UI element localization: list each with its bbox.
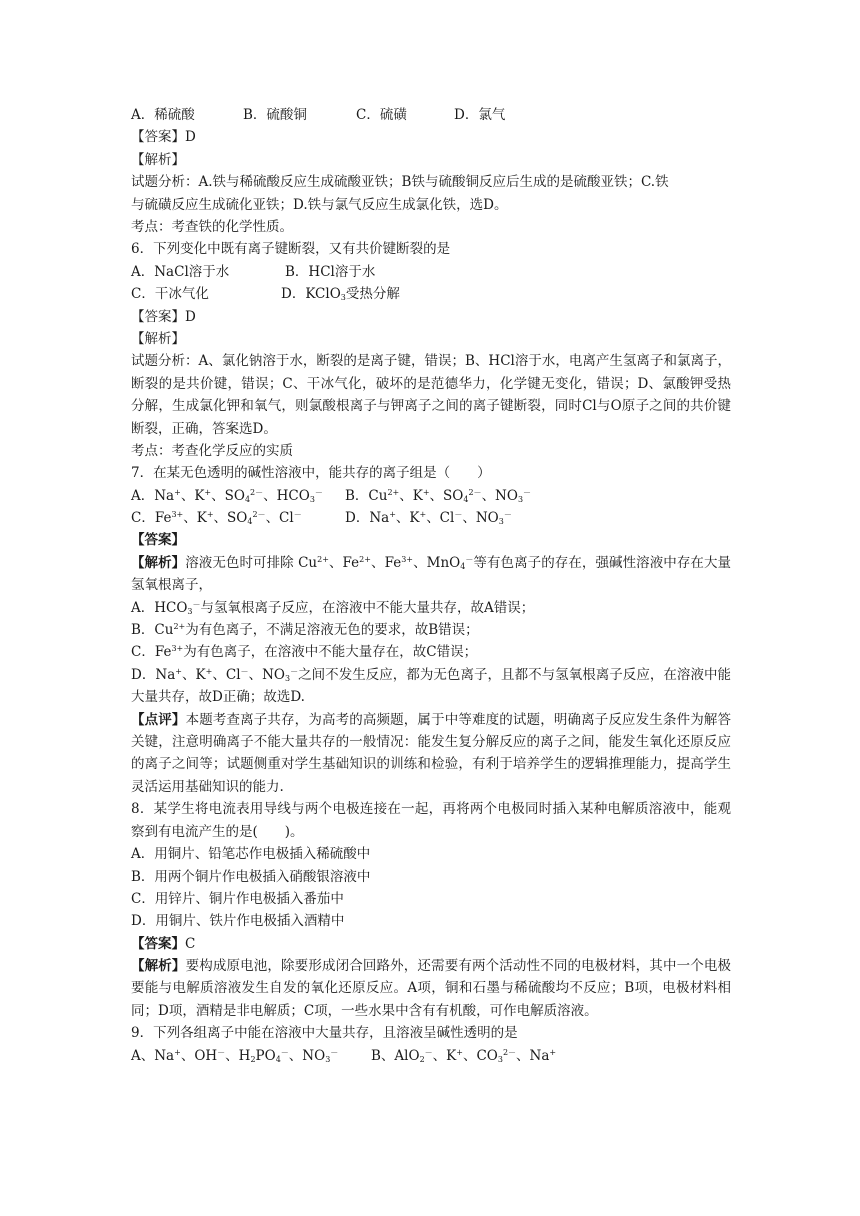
document-body: [131, 104, 731, 1067]
q6-option-d-text-tail: 受热分解: [345, 286, 400, 303]
q7-answer: 【答案】: [131, 532, 185, 549]
answer-value: D: [185, 308, 196, 325]
q6-option-c: C．干冰气化: [131, 286, 209, 303]
q5-kaodian: 考点：考查铁的化学性质。: [131, 218, 293, 235]
q5-option-a: A．稀硫酸: [131, 107, 195, 123]
q7-analysis-c-text: 为有色离子，在溶液中不能大量存在，故C错误；: [183, 644, 478, 661]
q5-option-c: C．硫磺: [356, 107, 407, 123]
q8-analysis-text: 要构成原电池，除要形成闭合回路外，还需要有两个活动性不同的电极材料，其中一个电极要能与电解质溶液发生自发的氧化还原反应。A项，铜和石墨与稀硫酸均不反应；B项，电极材料相同；D项，酒精是非电解质；C项，一些水果中含有有机酸，可作电解质溶液。: [131, 958, 732, 1019]
q5-answer: [131, 126, 731, 148]
q5-option-b: B．硫酸铜: [243, 107, 307, 123]
answer-label: 【答案】: [131, 308, 185, 325]
q6-option-d-subscript: 3: [340, 293, 346, 303]
q7-analysis-b: B．$Cu^{2+}$为有色离子，不满足溶液无色的要求，故B错误；: [131, 622, 479, 639]
q5-options: [131, 104, 731, 126]
q8-option-d: D．用铜片、铁片作电极插入酒精中: [131, 913, 345, 930]
q7-analysis-d-text: 之间不发生反应，都为无色离子，且都不与氢氧根离子反应，在溶液中能大量共存，故D正确；故选D.: [131, 666, 732, 706]
q7-analysis-a-text: 与氢氧根离子反应，在溶液中不能大量共存，故A错误；: [200, 599, 535, 616]
answer-value: C: [185, 935, 196, 952]
q7-option-d: D．Na+、K+、Cl－、$NO_3^-$: [345, 510, 512, 527]
q6-stem: 6．下列变化中既有离子键断裂，又有共价键断裂的是: [131, 241, 451, 258]
q7-dianping-text: 本题考查离子共存，为高考的高频题，属于中等难度的试题，明确离子反应发生条件为解答关键，注意明确离子不能大量共存的一般情况：能发生复分解反应的离子之间，能发生氧化还原反应的离子之间等；试题侧重对学生基础知识的训练和检验，有利于培养学生的逻辑推理能力，提高学生灵活运用基础知识的能力.: [131, 711, 732, 795]
q7-option-a: A．Na+、K+、$SO_4^{2-}$、$HCO_3^-$: [131, 487, 323, 504]
q6-option-d: [281, 283, 400, 305]
q7-options-row-1: [131, 485, 731, 507]
q7-option-c: C．$Fe^{3+}$、K+、$SO_4^{2-}$、Cl－: [131, 510, 302, 527]
q7-options-row-2: [131, 507, 731, 529]
q7-jiexi: 【解析】溶液无色时可排除 $Cu^{2+}$、$Fe^{2+}$、$Fe^{3+}$、MnO$_4$－等有色离子的存在，强碱性溶液中存在大量氢氧根离子，: [131, 554, 731, 594]
q8-option-a: A．用铜片、铅笔芯作电极插入稀硫酸中: [131, 846, 371, 863]
q8-jiexi: [131, 955, 731, 1022]
q7-dianping: [131, 709, 731, 799]
q8-option-b: B．用两个铜片作电极插入硝酸银溶液中: [131, 868, 371, 885]
q7-jiexi-text: 溶液无色时可排除 Cu: [185, 554, 318, 571]
q7-analysis-c: C．$Fe^{3+}$为有色离子，在溶液中不能大量存在，故C错误；: [131, 644, 478, 661]
q5-analysis-line-2: 与硫磺反应生成硫化亚铁；D.铁与氯气反应生成氯化铁，选D。: [131, 196, 508, 213]
q5-option-d: D．氯气: [454, 107, 506, 123]
q6-analysis: 试题分析：A、氯化钠溶于水，断裂的是离子键，错误；B、HCl溶于水，电离产生氢离子和氯离子，断裂的是共价键，错误；C、干冰气化，破坏的是范德华力，化学键无变化，错误；D、氯酸钾受热分解，生成氯化钾和氧气，则氯酸根离子与钾离子之间的离子键断裂，同时Cl与O原子之间的共价键断裂，正确，答案选D。: [131, 353, 731, 437]
q8-option-c: C．用锌片、铜片作电极插入番茄中: [131, 890, 344, 907]
q9-option-b: B、AlO$_2$－、K+、$CO_3^{2-}$、Na+: [371, 1047, 557, 1064]
q9-stem: 9．下列各组离子中能在溶液中大量共存，且溶液呈碱性透明的是: [131, 1025, 518, 1042]
q7-analysis-b-text: 为有色离子，不满足溶液无色的要求，故B错误；: [185, 622, 479, 639]
q7-stem: 7．在某无色透明的碱性溶液中，能共存的离子组是（ ）: [131, 465, 491, 482]
q7-option-b: B．$Cu^{2+}$、K+、$SO_4^{2-}$、$NO_3^-$: [345, 487, 532, 504]
q5-jiexi-label: 【解析】: [131, 151, 185, 168]
answer-value: D: [185, 129, 196, 146]
q7-analysis-d: D．Na+、K+、Cl－、$NO_3^-$之间不发生反应，都为无色离子，且都不与氢氧根离子反应，在溶液中能大量共存，故D正确；故选D.: [131, 666, 732, 706]
q6-kaodian: 考点：考查化学反应的实质: [131, 442, 293, 459]
q9-option-a: A、Na+、OH－、$H_2PO_4^-$、$NO_3^-$: [131, 1047, 339, 1064]
q6-option-d-text: D．KClO: [281, 286, 341, 303]
q8-stem: 8．某学生将电流表用导线与两个电极连接在一起，再将两个电极同时插入某种电解质溶液中，能观察到有电流产生的是( )。: [131, 801, 731, 840]
q8-answer: [131, 933, 731, 955]
q6-option-b: B．HCl溶于水: [285, 263, 376, 280]
answer-label: 【答案】: [131, 935, 185, 952]
jiexi-label: 【解析】: [131, 958, 186, 975]
q7-analysis-a: A．$HCO_3^-$与氢氧根离子反应，在溶液中不能大量共存，故A错误；: [131, 599, 535, 616]
q6-option-a: A．NaCl溶于水: [131, 263, 230, 280]
q7-jiexi-text-tail: 等有色离子的存在，强碱性溶液中存在大量氢氧根离子，: [131, 554, 731, 594]
q6-jiexi-label: 【解析】: [131, 330, 185, 347]
q5-analysis-line-1: 试题分析：A.铁与稀硫酸反应生成硫酸亚铁；B铁与硫酸铜反应后生成的是硫酸亚铁；C.铁: [131, 174, 669, 191]
q9-options-row-1: [131, 1045, 731, 1067]
dianping-label: 【点评】: [131, 711, 186, 728]
answer-label: 【答案】: [131, 129, 185, 146]
q6-answer: [131, 306, 731, 328]
q6-options-row-1: [131, 261, 731, 283]
jiexi-label: 【解析】: [131, 554, 186, 571]
q6-options-row-2: [131, 283, 731, 305]
